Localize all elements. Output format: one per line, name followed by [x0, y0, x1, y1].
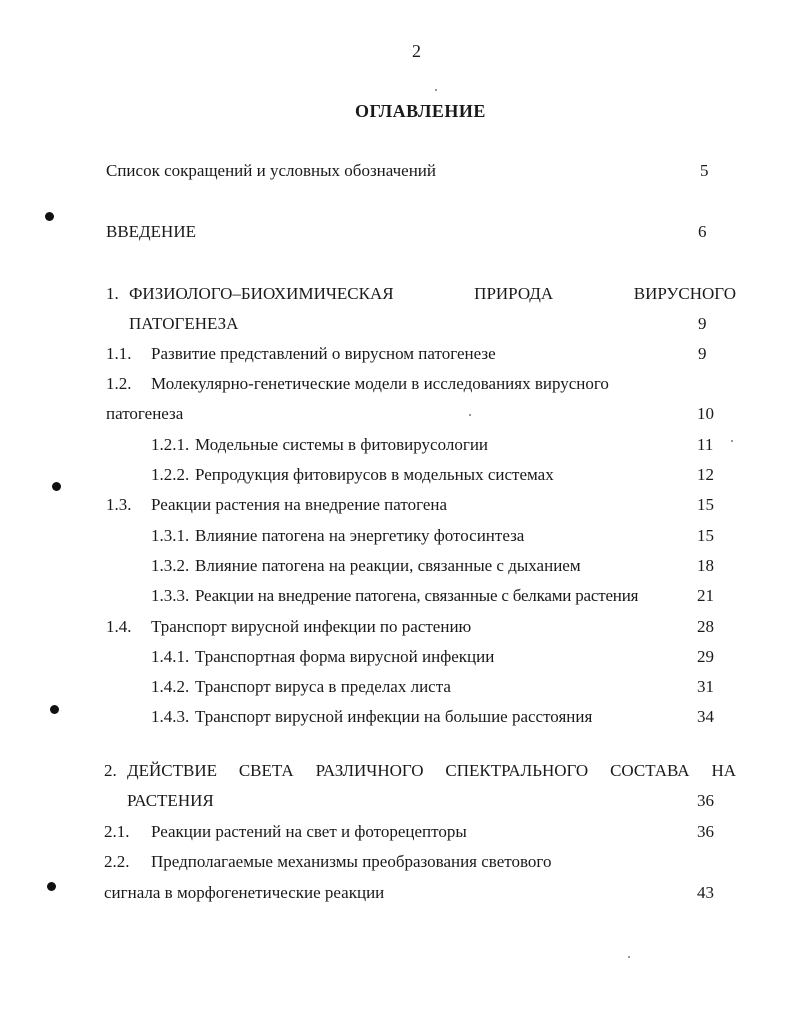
toc-number-1-4-1: 1.4.1. [151, 647, 190, 666]
toc-number-2-1: 2.1. [104, 822, 130, 841]
toc-entry-1-2-cont[interactable]: патогенеза [106, 404, 184, 423]
page-number: 2 [412, 41, 421, 61]
toc-entry-1-4-3[interactable]: Транспорт вирусной инфекции на большие расстояния [195, 707, 593, 726]
page-title: ОГЛАВЛЕНИЕ [355, 101, 486, 121]
toc-page-1-2-2: 12 [697, 465, 714, 484]
chapter2-word: СПЕКТРАЛЬНОГО [445, 761, 589, 780]
toc-page-abbreviations: 5 [700, 161, 709, 180]
toc-page-2-1: 36 [697, 822, 714, 841]
toc-page-1-4: 28 [697, 617, 714, 636]
toc-entry-1-3-2[interactable]: Влияние патогена на реакции, связанные с дыханием [195, 556, 581, 575]
toc-entry-2-2-cont[interactable]: сигнала в морфогенетические реакции [104, 883, 385, 902]
chapter1-word: ВИРУСНОГО [633, 284, 736, 303]
toc-entry-chapter2[interactable] [127, 760, 736, 782]
toc-page-1-2: 10 [697, 404, 714, 423]
toc-entry-abbreviations[interactable]: Список сокращений и условных обозначений [106, 161, 437, 180]
toc-page-1-3-3: 21 [697, 586, 714, 605]
toc-entry-2-2[interactable]: Предполагаемые механизмы преобразования светового [151, 852, 552, 871]
scan-speck [435, 89, 437, 91]
chapter1-word: ПРИРОДА [474, 284, 554, 303]
toc-entry-1-4-1[interactable]: Транспортная форма вирусной инфекции [195, 647, 495, 666]
toc-page-1-3: 15 [697, 495, 714, 514]
toc-page-1-4-2: 31 [697, 677, 714, 696]
toc-entry-chapter1[interactable] [129, 283, 736, 305]
chapter1-word: ФИЗИОЛОГО–БИОХИМИЧЕСКАЯ [129, 284, 394, 303]
toc-page-1-3-1: 15 [697, 526, 714, 545]
toc-entry-1-3[interactable]: Реакции растения на внедрение патогена [151, 495, 448, 514]
toc-entry-introduction[interactable]: ВВЕДЕНИЕ [106, 222, 196, 241]
toc-number-1-3-2: 1.3.2. [151, 556, 190, 575]
binding-hole-mark [47, 882, 56, 891]
binding-hole-mark [50, 705, 59, 714]
toc-number-1-3-3: 1.3.3. [151, 586, 190, 605]
toc-number-1-2-1: 1.2.1. [151, 435, 190, 454]
toc-page-1-1: 9 [698, 344, 707, 363]
toc-number-2-2: 2.2. [104, 852, 130, 871]
toc-entry-1-2-1[interactable]: Модельные системы в фитовирусологии [195, 435, 489, 454]
toc-entry-1-3-3[interactable]: Реакции на внедрение патогена, связанные с белками растения [195, 586, 639, 605]
toc-entry-1-2[interactable]: Молекулярно-генетические модели в исследованиях вирусного [151, 374, 609, 393]
toc-page-chapter2: 36 [697, 791, 714, 810]
scan-speck [628, 956, 630, 958]
toc-page-2-2: 43 [697, 883, 714, 902]
toc-page-1-4-3: 34 [697, 707, 714, 726]
toc-page-introduction: 6 [698, 222, 707, 241]
scan-speck [731, 440, 733, 442]
binding-hole-mark [45, 212, 54, 221]
toc-chapter1-title-cont: ПАТОГЕНЕЗА [129, 314, 239, 333]
toc-number-1-2-2: 1.2.2. [151, 465, 190, 484]
toc-chapter2-title-cont: РАСТЕНИЯ [127, 791, 214, 810]
chapter2-word: НА [711, 761, 736, 780]
toc-chapter1-number: 1. [106, 284, 119, 303]
toc-page-chapter1: 9 [698, 314, 707, 333]
toc-number-1-4-2: 1.4.2. [151, 677, 190, 696]
chapter2-word: СВЕТА [238, 761, 294, 780]
toc-page-1-3-2: 18 [697, 556, 714, 575]
toc-page-1-2-1: 11 [697, 435, 714, 454]
toc-chapter2-number: 2. [104, 761, 117, 780]
chapter2-word: РАЗЛИЧНОГО [315, 761, 424, 780]
toc-entry-1-4[interactable]: Транспорт вирусной инфекции по растению [151, 617, 472, 636]
toc-entry-1-1[interactable]: Развитие представлений о вирусном патогенезе [151, 344, 496, 363]
toc-number-1-4-3: 1.4.3. [151, 707, 190, 726]
toc-entry-1-4-2[interactable]: Транспорт вируса в пределах листа [195, 677, 451, 696]
toc-number-1-4: 1.4. [106, 617, 132, 636]
toc-entry-1-2-2[interactable]: Репродукция фитовирусов в модельных системах [195, 465, 554, 484]
toc-number-1-2: 1.2. [106, 374, 132, 393]
scan-speck [469, 414, 471, 416]
toc-number-1-1: 1.1. [106, 344, 132, 363]
chapter2-word: ДЕЙСТВИЕ [127, 761, 217, 780]
toc-number-1-3: 1.3. [106, 495, 132, 514]
toc-number-1-3-1: 1.3.1. [151, 526, 190, 545]
toc-entry-2-1[interactable]: Реакции растений на свет и фоторецепторы [151, 822, 467, 841]
toc-page-1-4-1: 29 [697, 647, 714, 666]
toc-entry-1-3-1[interactable]: Влияние патогена на энергетику фотосинтеза [195, 526, 525, 545]
chapter2-word: СОСТАВА [610, 761, 690, 780]
binding-hole-mark [52, 482, 61, 491]
